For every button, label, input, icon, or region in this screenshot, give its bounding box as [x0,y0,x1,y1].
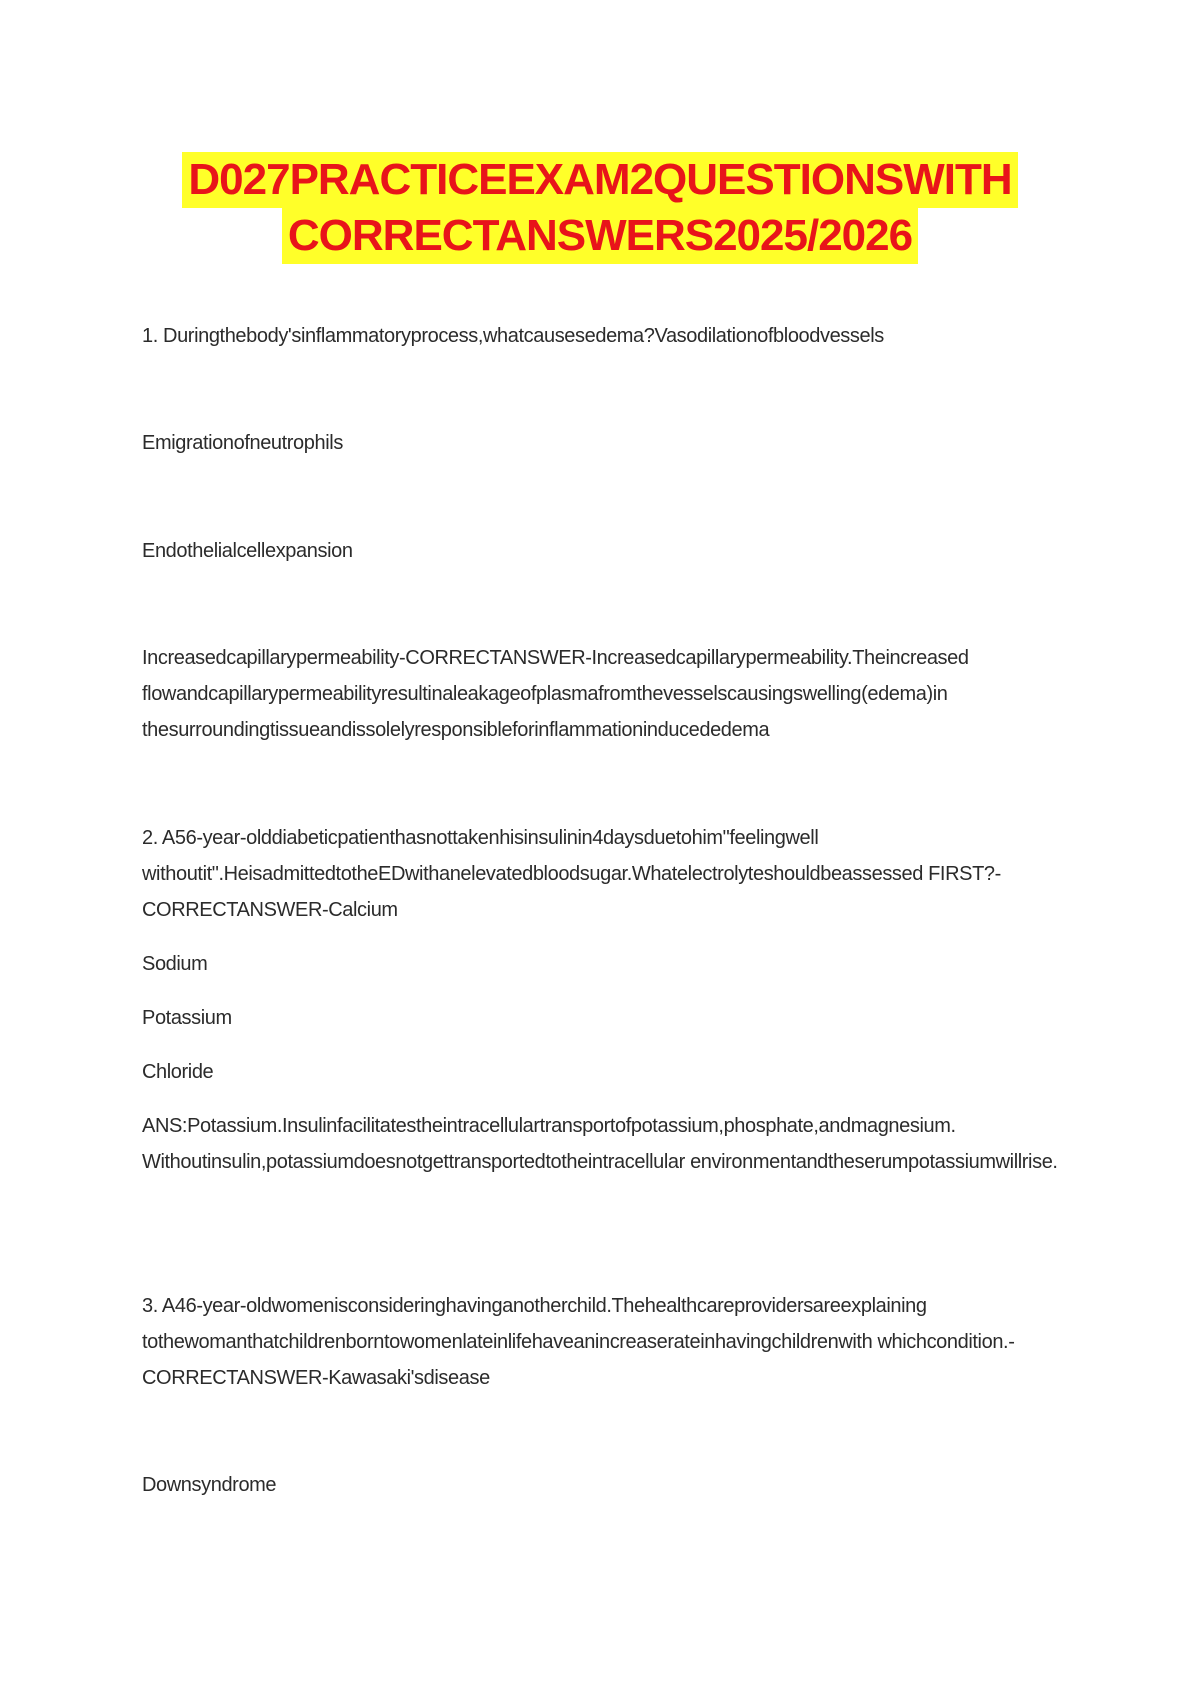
question-1-option: Emigrationofneutrophils [142,432,343,454]
question-2-answer: ANS:Potassium.Insulinfacilitatestheintracellulartransportofpotassium,phosphate,andmagnesium. Withoutinsulin,potassiumdoesnotgettransportedtotheintracellular environmentandtheserumpotassiumwillrise. [142,1115,1058,1173]
title-line-1: D027PRACTICEEXAM2QUESTIONSWITH [182,152,1017,208]
question-2-stem: 2. A56-year-olddiabeticpatienthasnottakenhisinsulinin4daysduetohim"feelingwell withoutit".HeisadmittedtotheEDwithanelevatedbloodsugar.Whatelectrolyteshouldbeassessed FIRST?-CORRECTANSWER-Calcium [142,827,1001,921]
title-line-2: CORRECTANSWERS2025/2026 [282,208,918,264]
question-1-stem: 1. Duringthebody'sinflammatoryprocess,whatcausesedema?Vasodilationofbloodvessels [142,325,884,347]
question-2-option: Chloride [142,1061,214,1083]
question-3-stem: 3. A46-year-oldwomenisconsideringhavinganotherchild.Thehealthcareprovidersareexplaining tothewomanthatchildrenborntowomenlateinlifehaveanincreaserateinhavingchildrenwith whichcondition.-CORRECTANSWER-Kawasaki'sdisease [142,1295,1015,1389]
question-3-option: Downsyndrome [142,1474,277,1496]
question-2-option: Potassium [142,1007,232,1029]
question-2-option: Sodium [142,953,208,975]
document-title [0,152,1200,264]
question-1-option: Endothelialcellexpansion [142,540,353,562]
question-1-answer: Increasedcapillarypermeability-CORRECTANSWER-Increasedcapillarypermeability.Theincreased flowandcapillarypermeabilityresultinaleakageofplasmafromthevesselscausingswelling(edema)in thesurroundingtissueandissolelyresponsibleforinflammationinducededema [142,647,969,741]
